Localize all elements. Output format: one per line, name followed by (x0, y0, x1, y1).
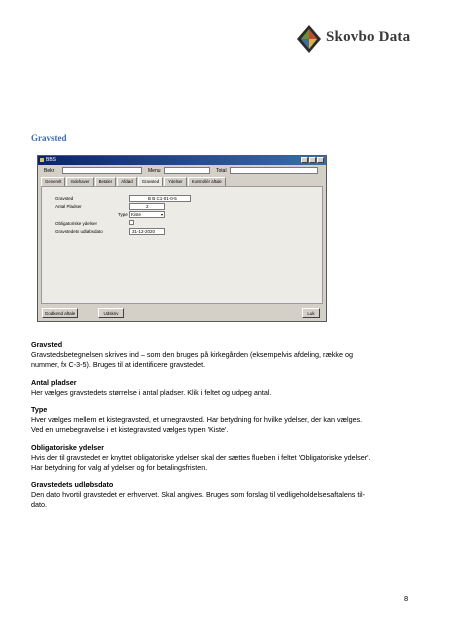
type-select[interactable] (129, 211, 165, 218)
obligatoriske-ydelser-label: Obligatoriske ydelser (55, 221, 98, 226)
luk-button[interactable]: Luk (302, 308, 320, 318)
field-label-1: Bekr (44, 168, 55, 174)
section-line: Ved en urnebegravelse i et kistegravsted vælges typen 'Kiste'. (31, 425, 229, 434)
field-label-2: Menu (148, 168, 161, 174)
app-window-screenshot (37, 155, 327, 322)
tab-kontroller-aftale[interactable]: Kontrollér aftale (188, 177, 226, 186)
section-title: Gravstedets udløbsdato (31, 480, 114, 489)
page-number: 8 (404, 594, 409, 603)
section-line: Den dato hvortil gravstedet er erhvervet. Skal angives. Bruges som forslag til vedligeholdelsesaftalens til- (31, 490, 365, 499)
udlobsdato-label: Gravstedets udløbsdato (55, 229, 103, 234)
section-line: nummer, fx C-3-5). Bruges til at identificere gravstedet. (31, 360, 206, 369)
header-fields (42, 167, 322, 175)
window-title: BBS (46, 157, 57, 163)
type-label: Type (118, 212, 128, 217)
field-label-3: Total (216, 168, 227, 174)
section-type (31, 405, 421, 435)
section-heading: Gravsted (31, 133, 67, 143)
section-title: Antal pladser (31, 377, 77, 387)
field-1-input[interactable] (62, 167, 142, 174)
tab-afdod[interactable]: Afdød (117, 177, 136, 186)
section-line: Har betydning for valg af ydelser og for betalingsfristen. (31, 462, 208, 472)
window-controls (301, 157, 324, 163)
antal-pladser-value: 2 (146, 204, 149, 209)
gravsted-value: B B C1-01-0-5 (148, 196, 177, 201)
tab-ydelser[interactable]: Ydelser (164, 177, 187, 186)
section-line: dato. (31, 500, 47, 509)
godkend-aftale-button[interactable]: Godkend aftale (42, 308, 78, 318)
antal-pladser-label: Antal Pladser (55, 204, 82, 209)
udlobsdato-input[interactable] (129, 228, 165, 235)
logo-mark-icon (296, 24, 322, 54)
udskriv-button[interactable]: Udskriv (98, 308, 124, 318)
section-line: Her vælges gravstedets størrelse i antal pladser. Klik i feltet og udpeg antal. (31, 387, 272, 397)
tab-indehaver[interactable]: Indehaver (66, 177, 93, 186)
section-title: Obligatoriske ydelser (31, 442, 105, 452)
maximize-icon[interactable] (309, 157, 316, 163)
type-value: Kiste (131, 212, 142, 217)
window-titlebar (38, 156, 326, 165)
body-text (31, 340, 421, 518)
close-icon[interactable] (317, 157, 324, 163)
section-obligatoriske-ydelser (31, 443, 421, 473)
minimize-icon[interactable] (301, 157, 308, 163)
section-line: Gravstedsbetegnelsen skrives ind – som den bruges på kirkegården (eksempelvis afdeling, række og (31, 350, 354, 359)
tab-bar (41, 177, 226, 186)
obligatoriske-ydelser-checkbox[interactable] (129, 220, 134, 225)
tab-generelt[interactable]: Generelt (41, 177, 65, 186)
section-udlobsdato (31, 480, 421, 510)
field-2-input[interactable] (164, 167, 210, 174)
logo-text: Skovbo Data (326, 29, 411, 45)
section-antal-pladser (31, 378, 421, 398)
udlobsdato-value: 31-12-2020 (132, 229, 156, 234)
tab-betaler[interactable]: Betaler (95, 177, 117, 186)
section-title: Type (31, 405, 48, 414)
section-line: Hver vælges mellem et kistegravsted, et urnegravsted. Har betydning for hvilke ydelser, der kan vælges. (31, 415, 363, 424)
window-app-icon (40, 158, 44, 162)
gravsted-label: Gravsted (55, 196, 74, 201)
section-line: Hvis der til gravstedet er knyttet obligatoriske ydelser skal der sættes flueben i feltet 'Obligatoriske ydelser'. (31, 452, 371, 462)
tab-panel-gravsted (41, 186, 323, 304)
field-3-input[interactable] (230, 167, 318, 174)
gravsted-input[interactable] (129, 195, 191, 202)
company-logo (296, 24, 426, 56)
section-title: Gravsted (31, 340, 63, 349)
antal-pladser-input[interactable] (129, 203, 165, 210)
tab-gravsted[interactable]: Gravsted (138, 177, 163, 187)
section-gravsted (31, 340, 421, 370)
chevron-down-icon: ▾ (160, 212, 163, 217)
